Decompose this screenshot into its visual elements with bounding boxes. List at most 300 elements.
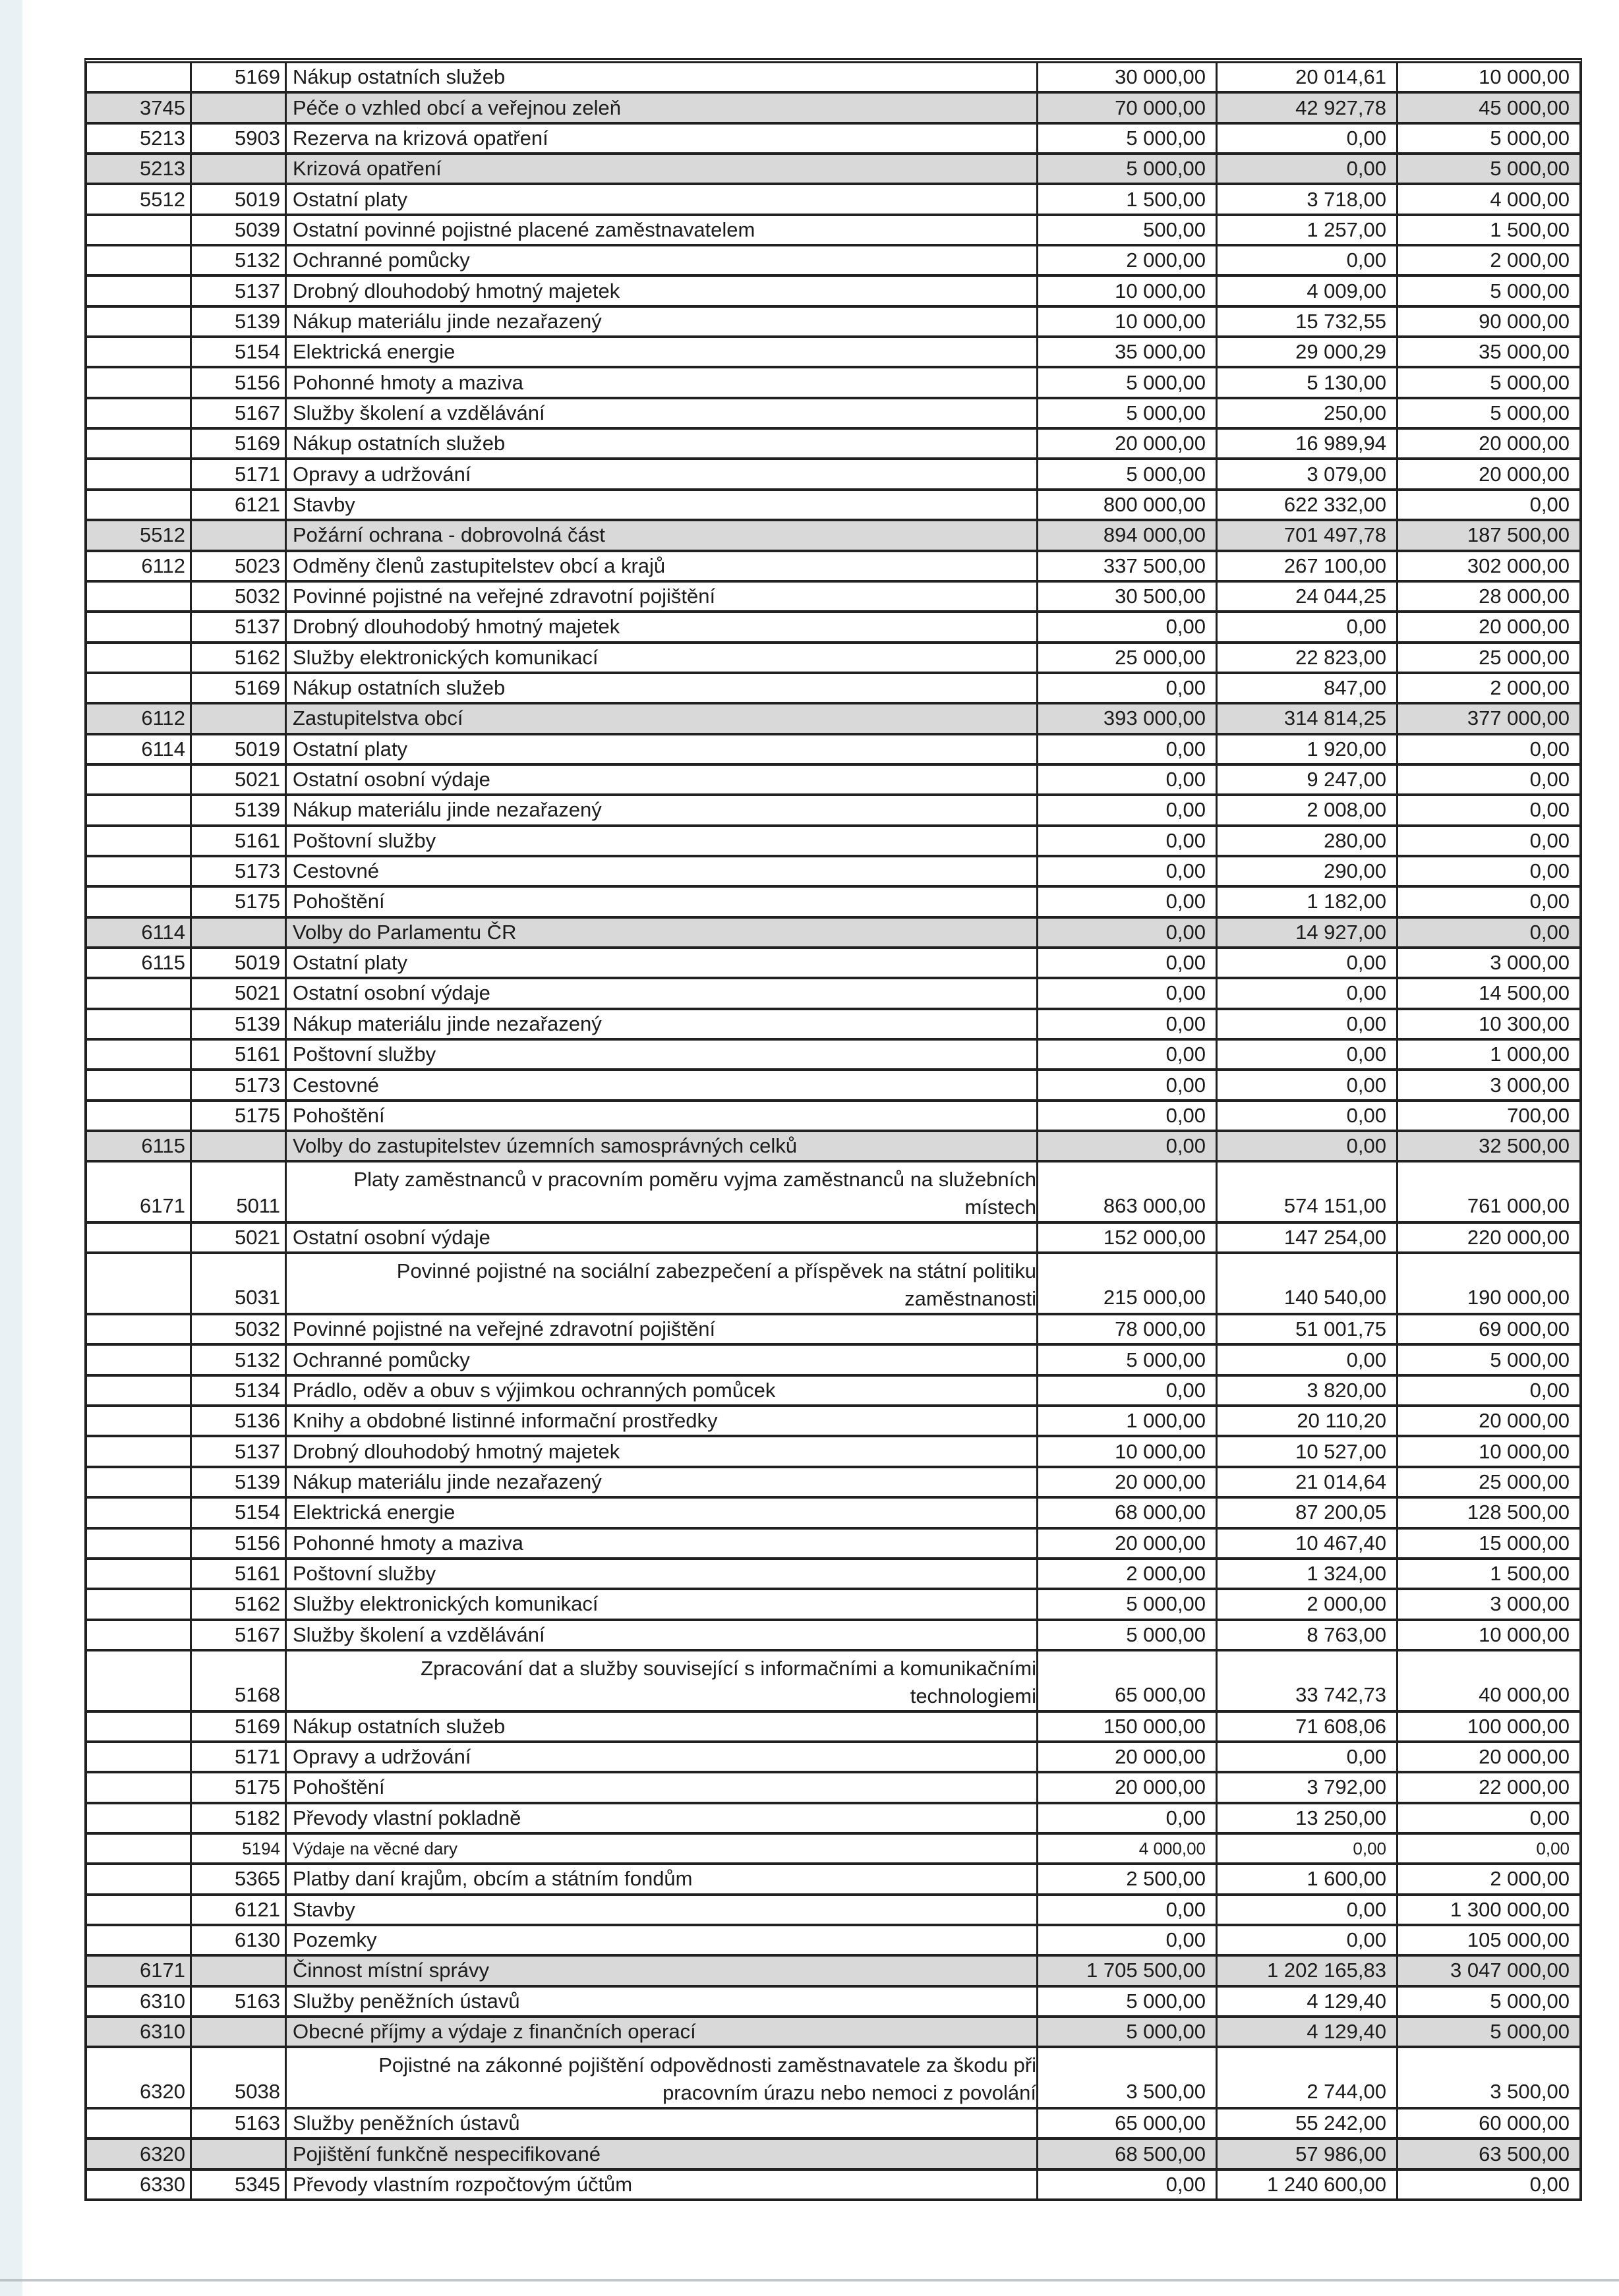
amount-col3-cell: 15 000,00 bbox=[1479, 1531, 1570, 1555]
amount-col3-cell: 761 000,00 bbox=[1467, 1194, 1570, 1218]
table-row bbox=[87, 2109, 1579, 2140]
amount-col2-cell: 22 823,00 bbox=[1218, 644, 1398, 672]
amount-col3-cell: 0,00 bbox=[1529, 828, 1570, 852]
paragraf-code-cell bbox=[87, 857, 192, 885]
paragraf-code-cell bbox=[87, 63, 192, 91]
description-cell bbox=[287, 1377, 1038, 1404]
description-cell bbox=[287, 308, 1038, 335]
section-total-row bbox=[87, 521, 1579, 552]
section-total-row bbox=[87, 2140, 1579, 2170]
description-cell bbox=[287, 979, 1038, 1007]
amount-col1-cell: 0,00 bbox=[1038, 1804, 1218, 1832]
description-text: Ostatní platy bbox=[293, 187, 408, 211]
table-row bbox=[87, 277, 1579, 307]
description-cell bbox=[287, 1010, 1038, 1038]
paragraf-code-cell: 6112 bbox=[87, 552, 192, 580]
amount-col1-cell: 20 000,00 bbox=[1038, 1773, 1218, 1801]
amount-col2-cell: 0,00 bbox=[1218, 1010, 1398, 1038]
description-text: Služby školení a vzdělávání bbox=[293, 1622, 545, 1646]
amount-col3-cell: 0,00 bbox=[1529, 492, 1570, 516]
amount-col2-cell: 701 497,78 bbox=[1218, 521, 1398, 549]
description-cell bbox=[287, 704, 1038, 732]
amount-col2-cell: 1 182,00 bbox=[1218, 888, 1398, 915]
amount-col2-cell: 0,00 bbox=[1218, 1835, 1398, 1862]
paragraf-code-cell bbox=[87, 1499, 192, 1526]
description-text: Prádlo, oděv a obuv s výjimkou ochranných pomůcek bbox=[293, 1378, 776, 1402]
description-cell bbox=[287, 1560, 1038, 1588]
amount-col1-cell: 0,00 bbox=[1038, 827, 1218, 855]
amount-col2-cell: 622 332,00 bbox=[1218, 491, 1398, 519]
paragraf-code-cell: 6171 bbox=[87, 1957, 192, 1984]
polozka-code-cell: 5194 bbox=[192, 1835, 287, 1862]
amount-col3-cell: 1 500,00 bbox=[1490, 1562, 1570, 1586]
paragraf-code-cell bbox=[87, 583, 192, 610]
polozka-code-cell: 5167 bbox=[192, 399, 287, 427]
amount-col3-cell: 10 000,00 bbox=[1479, 1439, 1570, 1463]
amount-col2-cell: 51 001,75 bbox=[1218, 1315, 1398, 1343]
amount-col1-cell: 20 000,00 bbox=[1038, 430, 1218, 457]
amount-col1-cell: 2 000,00 bbox=[1038, 1560, 1218, 1588]
description-cell bbox=[287, 796, 1038, 824]
description-cell bbox=[287, 1315, 1038, 1343]
table-row bbox=[87, 63, 1579, 94]
amount-col2-cell: 314 814,25 bbox=[1218, 704, 1398, 732]
amount-col2-cell: 0,00 bbox=[1218, 1926, 1398, 1954]
amount-col1-cell: 20 000,00 bbox=[1038, 1743, 1218, 1771]
description-cell bbox=[287, 1530, 1038, 1557]
description-text: Povinné pojistné na veřejné zdravotní pojištění bbox=[293, 585, 716, 608]
polozka-code-cell: 5137 bbox=[192, 1437, 287, 1465]
amount-col1-cell: 5 000,00 bbox=[1038, 155, 1218, 183]
paragraf-code-cell bbox=[87, 1010, 192, 1038]
amount-col1-cell: 30 000,00 bbox=[1038, 63, 1218, 91]
amount-col3-cell: 20 000,00 bbox=[1479, 1745, 1570, 1769]
polozka-code-cell: 5161 bbox=[192, 827, 287, 855]
table-row bbox=[87, 735, 1579, 766]
paragraf-code-cell bbox=[87, 368, 192, 396]
description-cell bbox=[287, 63, 1038, 91]
table-row bbox=[87, 1315, 1579, 1346]
table-row bbox=[87, 1162, 1579, 1224]
amount-col2-cell: 57 986,00 bbox=[1218, 2140, 1398, 2167]
description-cell bbox=[287, 1743, 1038, 1771]
table-row bbox=[87, 368, 1579, 399]
amount-col3-cell: 20 000,00 bbox=[1479, 1409, 1570, 1433]
table-row bbox=[87, 1621, 1579, 1651]
polozka-code-cell: 5163 bbox=[192, 2109, 287, 2137]
amount-col1-cell: 0,00 bbox=[1038, 949, 1218, 977]
description-text: Opravy a udržování bbox=[293, 462, 471, 486]
paragraf-code-cell: 6115 bbox=[87, 949, 192, 977]
amount-col1-cell: 0,00 bbox=[1038, 919, 1218, 946]
description-cell bbox=[287, 2140, 1038, 2167]
paragraf-code-cell bbox=[87, 888, 192, 915]
polozka-code-cell: 5162 bbox=[192, 1590, 287, 1618]
paragraf-code-cell bbox=[87, 1102, 192, 1130]
paragraf-code-cell: 6330 bbox=[87, 2171, 192, 2198]
description-cell bbox=[287, 1651, 1038, 1710]
amount-col2-cell: 21 014,64 bbox=[1218, 1468, 1398, 1496]
description-cell bbox=[287, 1835, 1038, 1862]
description-cell bbox=[287, 521, 1038, 549]
paragraf-code-cell: 6320 bbox=[87, 2140, 192, 2167]
description-text: Platby daní krajům, obcím a státním fondům bbox=[293, 1867, 693, 1891]
amount-col1-cell: 0,00 bbox=[1038, 766, 1218, 793]
paragraf-code-cell bbox=[87, 644, 192, 672]
amount-col2-cell: 20 014,61 bbox=[1218, 63, 1398, 91]
amount-col3-cell: 25 000,00 bbox=[1479, 1470, 1570, 1493]
table-row bbox=[87, 1071, 1579, 1101]
description-cell bbox=[287, 1132, 1038, 1160]
polozka-code-cell: 5169 bbox=[192, 1713, 287, 1740]
amount-col3-cell: 25 000,00 bbox=[1479, 645, 1570, 669]
polozka-code-cell bbox=[192, 94, 287, 121]
amount-col3-cell: 5 000,00 bbox=[1490, 279, 1570, 302]
description-cell bbox=[287, 1437, 1038, 1465]
description-cell bbox=[287, 949, 1038, 977]
amount-col1-cell: 1 500,00 bbox=[1038, 185, 1218, 213]
polozka-code-cell bbox=[192, 1957, 287, 1984]
paragraf-code-cell bbox=[87, 1560, 192, 1588]
polozka-code-cell: 5132 bbox=[192, 246, 287, 274]
paragraf-code-cell bbox=[87, 766, 192, 793]
amount-col2-cell: 24 044,25 bbox=[1218, 583, 1398, 610]
description-cell bbox=[287, 2048, 1038, 2107]
description-cell bbox=[287, 1804, 1038, 1832]
description-cell bbox=[287, 430, 1038, 457]
amount-col1-cell: 70 000,00 bbox=[1038, 94, 1218, 121]
paragraf-code-cell bbox=[87, 1041, 192, 1068]
description-text: Služby školení a vzdělávání bbox=[293, 401, 545, 424]
amount-col3-cell: 3 000,00 bbox=[1490, 1592, 1570, 1616]
description-text: Nákup materiálu jinde nezařazený bbox=[293, 1470, 602, 1493]
table-row bbox=[87, 766, 1579, 796]
polozka-code-cell bbox=[192, 521, 287, 549]
table-row bbox=[87, 1346, 1579, 1376]
table-row bbox=[87, 1560, 1579, 1590]
amount-col3-cell: 20 000,00 bbox=[1479, 462, 1570, 486]
description-cell bbox=[287, 1988, 1038, 2015]
table-row bbox=[87, 1865, 1579, 1895]
amount-col2-cell: 267 100,00 bbox=[1218, 552, 1398, 580]
amount-col2-cell: 8 763,00 bbox=[1218, 1621, 1398, 1649]
paragraf-code-cell: 6320 bbox=[87, 2048, 192, 2107]
amount-col1-cell: 78 000,00 bbox=[1038, 1315, 1218, 1343]
amount-col1-cell: 0,00 bbox=[1038, 979, 1218, 1007]
description-cell bbox=[287, 1254, 1038, 1313]
description-cell bbox=[287, 460, 1038, 488]
description-cell bbox=[287, 1773, 1038, 1801]
amount-col3-cell: 5 000,00 bbox=[1490, 370, 1570, 394]
polozka-code-cell: 5139 bbox=[192, 796, 287, 824]
amount-col3-cell: 90 000,00 bbox=[1479, 309, 1570, 333]
description-text: Platy zaměstnanců v pracovním poměru vyjma zaměstnanců na služebních bbox=[353, 1168, 1036, 1191]
amount-col3-cell: 220 000,00 bbox=[1467, 1226, 1570, 1249]
description-text: Ochranné pomůcky bbox=[293, 248, 470, 272]
description-text: Výdaje na věcné dary bbox=[293, 1839, 458, 1859]
amount-col1-cell: 215 000,00 bbox=[1038, 1254, 1218, 1313]
table-row bbox=[87, 1010, 1579, 1041]
amount-col1-cell: 863 000,00 bbox=[1038, 1162, 1218, 1221]
paragraf-code-cell: 6114 bbox=[87, 919, 192, 946]
amount-col1-cell: 0,00 bbox=[1038, 674, 1218, 702]
amount-col3-cell: 3 000,00 bbox=[1490, 951, 1570, 975]
table-row bbox=[87, 1407, 1579, 1437]
paragraf-code-cell bbox=[87, 491, 192, 519]
description-cell bbox=[287, 94, 1038, 121]
description-cell bbox=[287, 2109, 1038, 2137]
description-text: Nákup ostatních služeb bbox=[293, 65, 506, 89]
table-row bbox=[87, 857, 1579, 888]
amount-col3-cell: 35 000,00 bbox=[1479, 340, 1570, 364]
polozka-code-cell: 5171 bbox=[192, 1743, 287, 1771]
paragraf-code-cell bbox=[87, 1224, 192, 1251]
table-row bbox=[87, 125, 1579, 155]
amount-col1-cell: 0,00 bbox=[1038, 2171, 1218, 2198]
description-text: Pojistné na zákonné pojištění odpovědnosti zaměstnavatele za škodu při bbox=[378, 2053, 1036, 2077]
paragraf-code-cell bbox=[87, 979, 192, 1007]
table-row bbox=[87, 1254, 1579, 1315]
polozka-code-cell: 5167 bbox=[192, 1621, 287, 1649]
amount-col2-cell: 1 257,00 bbox=[1218, 216, 1398, 244]
polozka-code-cell: 5023 bbox=[192, 552, 287, 580]
description-cell bbox=[287, 277, 1038, 304]
polozka-code-cell: 5139 bbox=[192, 308, 287, 335]
description-text: Požární ochrana - dobrovolná část bbox=[293, 523, 605, 547]
polozka-code-cell: 5163 bbox=[192, 1988, 287, 2015]
amount-col1-cell: 800 000,00 bbox=[1038, 491, 1218, 519]
paragraf-code-cell bbox=[87, 1835, 192, 1862]
polozka-code-cell bbox=[192, 919, 287, 946]
polozka-code-cell: 5175 bbox=[192, 888, 287, 915]
amount-col3-cell: 60 000,00 bbox=[1479, 2111, 1570, 2135]
description-text: Ostatní platy bbox=[293, 737, 408, 761]
description-text: Poštovní služby bbox=[293, 1043, 436, 1066]
table-row bbox=[87, 949, 1579, 979]
paragraf-code-cell: 6115 bbox=[87, 1132, 192, 1160]
polozka-code-cell: 5137 bbox=[192, 613, 287, 641]
description-text: Volby do zastupitelstev územních samosprávných celků bbox=[293, 1134, 798, 1158]
table-row bbox=[87, 1377, 1579, 1407]
amount-col1-cell: 5 000,00 bbox=[1038, 2018, 1218, 2046]
table-row bbox=[87, 185, 1579, 215]
amount-col2-cell: 0,00 bbox=[1218, 1346, 1398, 1373]
description-text: Pohonné hmoty a maziva bbox=[293, 370, 523, 394]
paragraf-code-cell: 3745 bbox=[87, 94, 192, 121]
description-cell bbox=[287, 888, 1038, 915]
polozka-code-cell: 5345 bbox=[192, 2171, 287, 2198]
polozka-code-cell: 5032 bbox=[192, 1315, 287, 1343]
amount-col2-cell: 20 110,20 bbox=[1218, 1407, 1398, 1435]
polozka-code-cell: 5162 bbox=[192, 644, 287, 672]
table-row bbox=[87, 216, 1579, 246]
amount-col2-cell: 0,00 bbox=[1218, 125, 1398, 152]
description-text: Ostatní osobní výdaje bbox=[293, 1226, 490, 1249]
table-row bbox=[87, 308, 1579, 338]
polozka-code-cell: 5137 bbox=[192, 277, 287, 304]
table-row bbox=[87, 644, 1579, 674]
description-cell bbox=[287, 1896, 1038, 1924]
description-text: Nákup materiálu jinde nezařazený bbox=[293, 798, 602, 822]
paragraf-code-cell bbox=[87, 1713, 192, 1740]
description-text: Nákup ostatních služeb bbox=[293, 1714, 506, 1738]
polozka-code-cell: 5019 bbox=[192, 185, 287, 213]
amount-col1-cell: 4 000,00 bbox=[1038, 1835, 1218, 1862]
paragraf-code-cell bbox=[87, 1346, 192, 1373]
description-text: Pohoštění bbox=[293, 1775, 385, 1799]
amount-col2-cell: 10 527,00 bbox=[1218, 1437, 1398, 1465]
table-row bbox=[87, 613, 1579, 643]
amount-col1-cell: 65 000,00 bbox=[1038, 1651, 1218, 1710]
amount-col3-cell: 100 000,00 bbox=[1467, 1714, 1570, 1738]
amount-col3-cell: 1 000,00 bbox=[1490, 1043, 1570, 1066]
polozka-code-cell: 5136 bbox=[192, 1407, 287, 1435]
paragraf-code-cell bbox=[87, 246, 192, 274]
polozka-code-cell: 5154 bbox=[192, 338, 287, 366]
polozka-code-cell: 6121 bbox=[192, 491, 287, 519]
paragraf-code-cell bbox=[87, 674, 192, 702]
amount-col1-cell: 5 000,00 bbox=[1038, 125, 1218, 152]
table-row bbox=[87, 1743, 1579, 1773]
description-text: zaměstnanosti bbox=[904, 1287, 1036, 1311]
paragraf-code-cell bbox=[87, 216, 192, 244]
amount-col1-cell: 0,00 bbox=[1038, 857, 1218, 885]
amount-col2-cell: 0,00 bbox=[1218, 949, 1398, 977]
amount-col3-cell: 2 000,00 bbox=[1490, 248, 1570, 272]
amount-col2-cell: 3 792,00 bbox=[1218, 1773, 1398, 1801]
paragraf-code-cell: 6310 bbox=[87, 1988, 192, 2015]
description-text: Rezerva na krizová opatření bbox=[293, 126, 548, 150]
amount-col3-cell: 1 300 000,00 bbox=[1450, 1897, 1570, 1921]
page-footer-line bbox=[0, 2279, 1619, 2282]
table-row bbox=[87, 1041, 1579, 1071]
description-cell bbox=[287, 155, 1038, 183]
description-text: Nákup materiálu jinde nezařazený bbox=[293, 1012, 602, 1035]
paragraf-code-cell: 6310 bbox=[87, 2018, 192, 2046]
paragraf-code-cell bbox=[87, 1254, 192, 1313]
amount-col2-cell: 1 920,00 bbox=[1218, 735, 1398, 763]
description-cell bbox=[287, 827, 1038, 855]
description-text: Odměny členů zastupitelstev obcí a krajů bbox=[293, 554, 666, 577]
polozka-code-cell: 5156 bbox=[192, 368, 287, 396]
paragraf-code-cell bbox=[87, 1071, 192, 1099]
polozka-code-cell: 5903 bbox=[192, 125, 287, 152]
amount-col1-cell: 0,00 bbox=[1038, 1010, 1218, 1038]
table-row bbox=[87, 1499, 1579, 1529]
description-cell bbox=[287, 216, 1038, 244]
amount-col2-cell: 847,00 bbox=[1218, 674, 1398, 702]
description-text: Ostatní osobní výdaje bbox=[293, 981, 490, 1005]
section-total-row bbox=[87, 919, 1579, 949]
paragraf-code-cell bbox=[87, 277, 192, 304]
description-cell bbox=[287, 735, 1038, 763]
polozka-code-cell: 5175 bbox=[192, 1102, 287, 1130]
polozka-code-cell: 5019 bbox=[192, 735, 287, 763]
amount-col1-cell: 0,00 bbox=[1038, 735, 1218, 763]
amount-col3-cell: 10 000,00 bbox=[1479, 65, 1570, 89]
description-text: Pojištění funkčně nespecifikované bbox=[293, 2142, 601, 2166]
amount-col1-cell: 10 000,00 bbox=[1038, 277, 1218, 304]
amount-col2-cell: 13 250,00 bbox=[1218, 1804, 1398, 1832]
amount-col2-cell: 140 540,00 bbox=[1218, 1254, 1398, 1313]
table-row bbox=[87, 338, 1579, 368]
amount-col3-cell: 20 000,00 bbox=[1479, 432, 1570, 455]
section-total-row bbox=[87, 1132, 1579, 1162]
polozka-code-cell: 5039 bbox=[192, 216, 287, 244]
amount-col2-cell: 16 989,94 bbox=[1218, 430, 1398, 457]
amount-col1-cell: 0,00 bbox=[1038, 613, 1218, 641]
amount-col1-cell: 0,00 bbox=[1038, 796, 1218, 824]
amount-col3-cell: 5 000,00 bbox=[1490, 2020, 1570, 2044]
paragraf-code-cell bbox=[87, 1743, 192, 1771]
scan-edge-strip bbox=[0, 0, 22, 2296]
amount-col3-cell: 63 500,00 bbox=[1479, 2142, 1570, 2166]
description-text: Drobný dlouhodobý hmotný majetek bbox=[293, 279, 620, 302]
paragraf-code-cell bbox=[87, 430, 192, 457]
polozka-code-cell: 5139 bbox=[192, 1468, 287, 1496]
description-text: Služby peněžních ústavů bbox=[293, 1989, 520, 2013]
polozka-code-cell bbox=[192, 704, 287, 732]
table-row bbox=[87, 1102, 1579, 1132]
table-row bbox=[87, 827, 1579, 857]
amount-col1-cell: 65 000,00 bbox=[1038, 2109, 1218, 2137]
table-row bbox=[87, 796, 1579, 826]
table-row bbox=[87, 583, 1579, 613]
polozka-code-cell: 5182 bbox=[192, 1804, 287, 1832]
amount-col1-cell: 0,00 bbox=[1038, 1041, 1218, 1068]
amount-col3-cell: 105 000,00 bbox=[1467, 1928, 1570, 1952]
amount-col1-cell: 337 500,00 bbox=[1038, 552, 1218, 580]
amount-col2-cell: 3 820,00 bbox=[1218, 1377, 1398, 1404]
paragraf-code-cell bbox=[87, 460, 192, 488]
description-text: Stavby bbox=[293, 1897, 355, 1921]
amount-col3-cell: 190 000,00 bbox=[1467, 1286, 1570, 1309]
amount-col3-cell: 5 000,00 bbox=[1490, 157, 1570, 181]
description-text: Pohoštění bbox=[293, 890, 385, 913]
description-cell bbox=[287, 1499, 1038, 1526]
amount-col1-cell: 0,00 bbox=[1038, 1132, 1218, 1160]
amount-col1-cell: 1 000,00 bbox=[1038, 1407, 1218, 1435]
amount-col1-cell: 0,00 bbox=[1038, 1896, 1218, 1924]
description-cell bbox=[287, 1346, 1038, 1373]
polozka-code-cell: 5154 bbox=[192, 1499, 287, 1526]
description-text: Poštovní služby bbox=[293, 828, 436, 852]
amount-col1-cell: 894 000,00 bbox=[1038, 521, 1218, 549]
description-cell bbox=[287, 368, 1038, 396]
amount-col3-cell: 302 000,00 bbox=[1467, 554, 1570, 577]
description-cell bbox=[287, 766, 1038, 793]
amount-col2-cell: 9 247,00 bbox=[1218, 766, 1398, 793]
amount-col1-cell: 20 000,00 bbox=[1038, 1530, 1218, 1557]
amount-col1-cell: 68 000,00 bbox=[1038, 1499, 1218, 1526]
description-text: Zastupitelstva obcí bbox=[293, 706, 463, 730]
amount-col1-cell: 20 000,00 bbox=[1038, 1468, 1218, 1496]
amount-col3-cell: 1 500,00 bbox=[1490, 217, 1570, 241]
amount-col2-cell: 2 744,00 bbox=[1218, 2048, 1398, 2107]
description-text: Stavby bbox=[293, 492, 355, 516]
table-row bbox=[87, 552, 1579, 583]
amount-col1-cell: 5 000,00 bbox=[1038, 399, 1218, 427]
amount-col2-cell: 290,00 bbox=[1218, 857, 1398, 885]
amount-col1-cell: 5 000,00 bbox=[1038, 1346, 1218, 1373]
amount-col3-cell: 2 000,00 bbox=[1490, 676, 1570, 700]
description-text: Činnost místní správy bbox=[293, 1959, 490, 1982]
polozka-code-cell: 5161 bbox=[192, 1041, 287, 1068]
table-row bbox=[87, 430, 1579, 460]
amount-col2-cell: 87 200,05 bbox=[1218, 1499, 1398, 1526]
paragraf-code-cell: 5213 bbox=[87, 125, 192, 152]
polozka-code-cell: 5032 bbox=[192, 583, 287, 610]
